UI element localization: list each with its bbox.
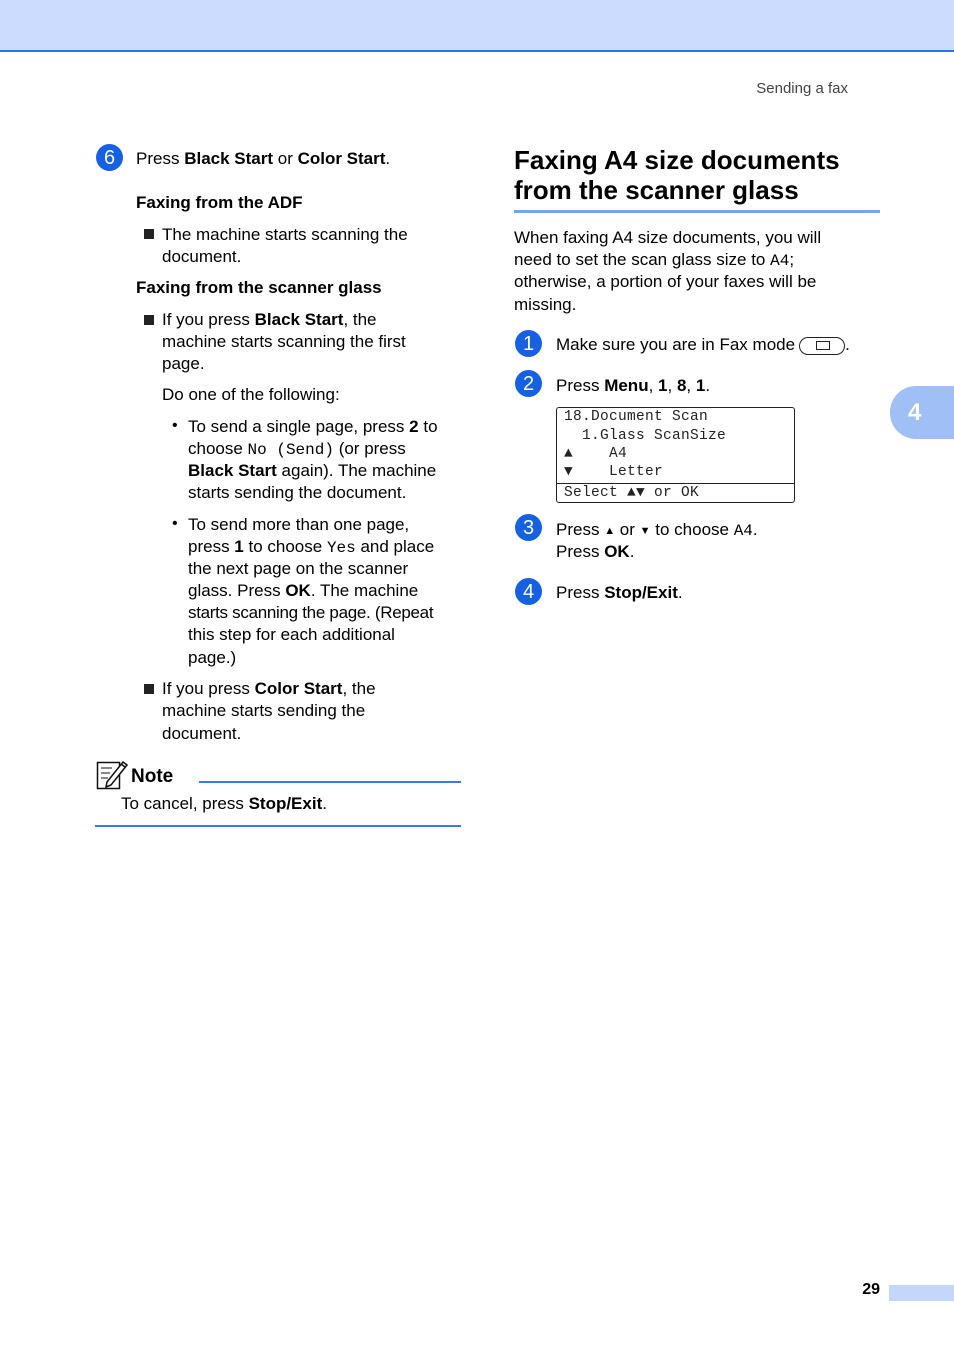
sub1-line1: To send a single page, press 2 to <box>188 417 438 436</box>
lcd-display <box>556 407 795 503</box>
note-heading: Note <box>131 766 174 787</box>
step-6-icon: 6 <box>96 144 123 171</box>
step-4-icon: 4 <box>515 578 542 605</box>
sub1-line2: choose No (Send) (or press <box>188 439 406 459</box>
chapter-tab <box>890 386 954 439</box>
do-one-text: Do one of the following: <box>162 385 340 404</box>
lcd-line4: ▼ Letter <box>564 464 664 480</box>
section-title <box>514 145 884 205</box>
step-1-icon: 1 <box>515 330 542 357</box>
glass-bullet2-line1: If you press Color Start, the <box>162 679 376 698</box>
step-4-text: Press Stop/Exit. <box>556 583 683 602</box>
glass-bullet2-line2: machine starts sending the <box>162 701 366 720</box>
step-3-line1: Press ▲ or ▼ to choose A4. <box>556 520 758 540</box>
fax-mode-icon <box>799 337 845 355</box>
up-arrow-icon: ▲ <box>604 525 616 537</box>
top-color-band <box>0 0 954 52</box>
lcd-line1: 18.Document Scan <box>564 409 709 425</box>
bullet-dot: • <box>172 417 178 434</box>
note-pencil-icon <box>96 758 128 790</box>
sub2-line6: this step for each additional <box>188 625 395 644</box>
section-title-line1: Faxing A4 size documents <box>514 145 840 175</box>
page-number: 29 <box>862 1281 880 1298</box>
sub1-line4: starts sending the document. <box>188 483 407 502</box>
intro-line4: missing. <box>514 295 577 314</box>
chapter-number: 4 <box>908 398 922 426</box>
down-arrow-icon: ▼ <box>639 525 651 537</box>
adf-heading: Faxing from the ADF <box>136 193 303 212</box>
sub2-line7: page.) <box>188 648 237 667</box>
bullet-square <box>144 229 154 239</box>
intro-line1: When faxing A4 size documents, you will <box>514 228 822 247</box>
page-number-bar <box>889 1285 954 1301</box>
glass-bullet2-line3: document. <box>162 724 242 743</box>
glass-heading: Faxing from the scanner glass <box>136 278 382 297</box>
adf-bullet-line1: The machine starts scanning the <box>162 225 408 244</box>
note-text: To cancel, press Stop/Exit. <box>121 794 327 813</box>
sub2-line1: To send more than one page, <box>188 515 410 534</box>
intro-line2: need to set the scan glass size to A4; <box>514 250 795 270</box>
section-title-line2: from the scanner glass <box>514 175 799 205</box>
step-3-icon: 3 <box>515 514 542 541</box>
adf-bullet-line2: document. <box>162 247 242 266</box>
sub2-line5: starts scanning the page. (Repeat <box>188 603 434 622</box>
intro-line3: otherwise, a portion of your faxes will be <box>514 272 817 291</box>
bullet-square <box>144 315 154 325</box>
running-header: Sending a fax <box>756 80 848 97</box>
glass-bullet1-line3: page. <box>162 354 205 373</box>
glass-bullet1-line1: If you press Black Start, the <box>162 310 377 329</box>
step-6-text: Press Black Start or Color Start. <box>136 149 391 168</box>
sub1-line3: Black Start again). The machine <box>188 461 437 480</box>
lcd-line5: Select ▲▼ or OK <box>564 485 700 501</box>
sub2-line3: the next page on the scanner <box>188 559 409 578</box>
note-rule-bottom <box>95 825 461 827</box>
lcd-line2: 1.Glass ScanSize <box>564 428 727 444</box>
lcd-separator <box>557 483 794 484</box>
bullet-square <box>144 684 154 694</box>
title-rule <box>514 210 880 213</box>
step-3-line2: Press OK. <box>556 542 635 561</box>
step-1-text: Make sure you are in Fax mode . <box>556 335 850 354</box>
bullet-dot: • <box>172 515 178 532</box>
sub2-line4: glass. Press OK. The machine <box>188 581 419 600</box>
glass-bullet1-line2: machine starts scanning the first <box>162 332 406 351</box>
lcd-line3: ▲ A4 <box>564 446 628 462</box>
step-2-icon: 2 <box>515 370 542 397</box>
sub2-line2: press 1 to choose Yes and place <box>188 537 435 557</box>
step-2-text: Press Menu, 1, 8, 1. <box>556 376 711 395</box>
note-rule-top <box>199 781 461 783</box>
